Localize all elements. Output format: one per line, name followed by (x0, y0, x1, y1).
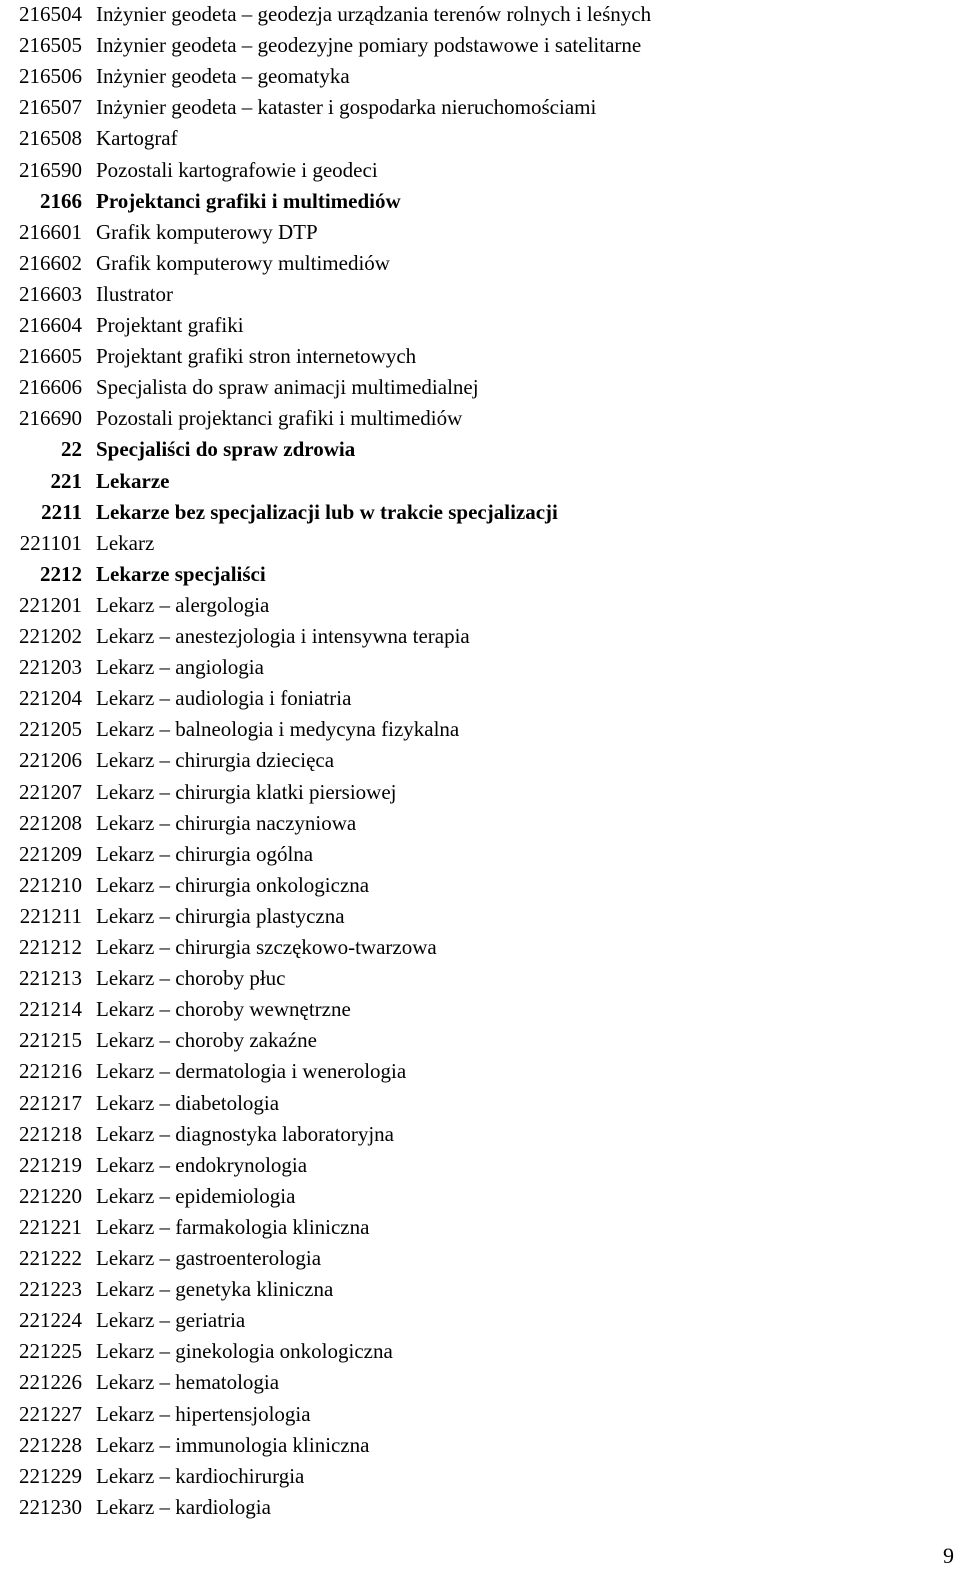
occupation-row (0, 30, 960, 61)
occupation-row (0, 683, 960, 714)
occupation-label: Inżynier geodeta – geodezja urządzania terenów rolnych i leśnych (96, 2, 652, 26)
occupation-label: Lekarz – hipertensjologia (96, 1401, 311, 1426)
occupation-code: 221220 (19, 1183, 82, 1208)
occupation-code: 221205 (19, 717, 82, 742)
occupation-code: 216590 (19, 157, 82, 182)
occupation-code: 221230 (19, 1494, 82, 1519)
occupation-row (0, 1336, 960, 1367)
occupation-row (0, 963, 960, 994)
occupation-code: 221228 (19, 1432, 82, 1457)
occupation-label: Specjalista do spraw animacji multimedialnej (96, 375, 479, 400)
occupation-label: Lekarz – choroby płuc (96, 966, 286, 991)
occupation-code: 216605 (19, 344, 82, 369)
occupation-code: 216505 (19, 33, 82, 58)
occupation-label: Lekarz – chirurgia naczyniowa (96, 810, 357, 835)
occupation-label: Lekarz – chirurgia szczękowo-twarzowa (96, 935, 437, 959)
occupation-code: 221223 (19, 1277, 82, 1302)
occupation-code: 221 (50, 468, 82, 493)
occupation-code: 216602 (19, 250, 82, 275)
occupation-row (0, 652, 960, 683)
occupation-label: Pozostali projektanci grafiki i multimediów (96, 406, 463, 431)
occupation-label: Lekarze specjaliści (96, 561, 266, 586)
occupation-label: Inżynier geodeta – kataster i gospodarka nieruchomościami (96, 95, 597, 120)
occupation-label: Lekarz – chirurgia plastyczna (96, 903, 345, 928)
occupation-code: 216604 (19, 313, 82, 337)
occupation-row (0, 61, 960, 92)
occupation-code: 221215 (19, 1028, 82, 1053)
occupation-code: 221209 (19, 841, 82, 866)
occupation-label: Grafik komputerowy multimediów (96, 250, 390, 275)
occupation-code: 221212 (19, 935, 82, 959)
occupation-code: 221203 (19, 655, 82, 680)
occupation-code: 216506 (19, 64, 82, 89)
occupation-code: 216508 (19, 126, 82, 151)
occupation-label: Pozostali kartografowie i geodeci (96, 157, 378, 182)
occupation-row (0, 403, 960, 434)
occupation-label: Projektant grafiki (96, 313, 244, 337)
occupation-row (0, 714, 960, 745)
occupation-code: 221222 (19, 1246, 82, 1270)
occupation-row (0, 901, 960, 932)
occupation-label: Lekarz – choroby wewnętrzne (96, 997, 351, 1022)
occupation-code: 2166 (40, 188, 82, 213)
group-heading-row (0, 466, 960, 497)
occupation-label: Grafik komputerowy DTP (96, 219, 318, 244)
occupation-label: Lekarz – ginekologia onkologiczna (96, 1339, 393, 1364)
occupation-code: 221210 (19, 872, 82, 897)
occupation-label: Lekarz – geriatria (96, 1308, 246, 1333)
group-heading-row (0, 186, 960, 217)
occupation-code: 2212 (40, 561, 82, 586)
occupation-label: Projektant grafiki stron internetowych (96, 344, 417, 369)
occupation-row (0, 1119, 960, 1150)
occupation-row (0, 932, 960, 963)
occupation-code: 216507 (19, 95, 82, 120)
occupation-row (0, 621, 960, 652)
occupation-code: 221227 (19, 1401, 82, 1426)
occupation-row (0, 1305, 960, 1336)
occupation-row (0, 341, 960, 372)
occupation-code: 221226 (19, 1370, 82, 1395)
occupation-label: Lekarz – endokrynologia (96, 1152, 308, 1177)
occupation-label: Lekarz – chirurgia dziecięca (96, 748, 335, 773)
occupation-code: 221218 (19, 1121, 82, 1146)
occupation-code: 216603 (19, 281, 82, 306)
occupation-label: Lekarz – gastroenterologia (96, 1246, 322, 1270)
occupation-row (0, 1399, 960, 1430)
occupation-code: 221217 (19, 1090, 82, 1115)
occupation-row (0, 372, 960, 403)
occupation-code: 221201 (19, 592, 82, 617)
occupation-code: 221219 (19, 1152, 82, 1177)
occupation-label: Lekarz – hematologia (96, 1370, 280, 1395)
occupation-code: 221211 (19, 903, 82, 928)
occupation-label: Lekarz – epidemiologia (96, 1183, 296, 1208)
occupation-label: Lekarz – diagnostyka laboratoryjna (96, 1121, 394, 1146)
occupation-label: Lekarz – kardiochirurgia (96, 1463, 305, 1488)
occupation-label: Lekarz – farmakologia kliniczna (96, 1214, 370, 1239)
occupation-code: 221214 (19, 997, 82, 1022)
occupation-code: 221206 (19, 748, 82, 773)
occupation-code: 221229 (19, 1463, 82, 1488)
occupation-label: Lekarze bez specjalizacji lub w trakcie specjalizacji (96, 499, 558, 524)
occupation-row (0, 217, 960, 248)
occupation-row (0, 777, 960, 808)
occupation-label: Lekarz – chirurgia onkologiczna (96, 872, 370, 897)
occupation-code: 22 (61, 437, 82, 462)
occupation-code: 221207 (19, 779, 82, 804)
occupation-label: Projektanci grafiki i multimediów (96, 188, 401, 213)
occupation-label: Lekarz – audiologia i foniatria (96, 686, 352, 711)
occupation-row (0, 279, 960, 310)
occupation-label: Lekarz – chirurgia ogólna (96, 841, 314, 866)
group-heading-row (0, 559, 960, 590)
occupation-row (0, 870, 960, 901)
occupation-code: 221202 (19, 624, 82, 648)
occupation-label: Lekarz – genetyka kliniczna (96, 1277, 334, 1302)
occupation-label: Lekarz – alergologia (96, 592, 270, 617)
occupation-label: Lekarz (96, 530, 155, 555)
occupation-row (0, 1181, 960, 1212)
occupation-row (0, 123, 960, 154)
occupation-row (0, 1243, 960, 1274)
group-heading-row (0, 497, 960, 528)
occupation-row (0, 839, 960, 870)
occupation-row (0, 590, 960, 621)
occupation-label: Lekarz – balneologia i medycyna fizykalna (96, 717, 460, 742)
occupation-label: Ilustrator (96, 281, 173, 306)
occupation-label: Lekarz – dermatologia i wenerologia (96, 1059, 407, 1084)
occupation-label: Lekarz – kardiologia (96, 1494, 271, 1519)
occupation-row (0, 1056, 960, 1087)
occupation-row (0, 745, 960, 776)
occupation-label: Inżynier geodeta – geodezyjne pomiary podstawowe i satelitarne (96, 33, 642, 58)
group-heading-row (0, 434, 960, 465)
occupation-row (0, 1274, 960, 1305)
occupation-label: Lekarz – anestezjologia i intensywna terapia (96, 624, 470, 648)
occupation-label: Lekarz – chirurgia klatki piersiowej (96, 779, 397, 804)
occupation-row (0, 1025, 960, 1056)
occupation-row (0, 92, 960, 123)
occupation-row (0, 1212, 960, 1243)
occupation-label: Lekarz – immunologia kliniczna (96, 1432, 370, 1457)
occupation-row (0, 1088, 960, 1119)
occupation-code: 221213 (19, 966, 82, 991)
occupation-code: 216606 (19, 375, 82, 400)
occupation-code: 221204 (19, 686, 82, 711)
occupation-code: 221208 (19, 810, 82, 835)
occupation-row (0, 155, 960, 186)
occupation-row (0, 994, 960, 1025)
occupation-code: 221221 (19, 1214, 82, 1239)
occupation-label: Lekarze (96, 468, 170, 493)
occupation-row (0, 528, 960, 559)
occupation-code: 216690 (19, 406, 82, 431)
occupation-row (0, 1150, 960, 1181)
occupation-row (0, 1430, 960, 1461)
occupation-label: Inżynier geodeta – geomatyka (96, 64, 350, 89)
occupation-code: 221224 (19, 1308, 82, 1333)
occupation-code: 216601 (19, 219, 82, 244)
occupation-label: Lekarz – choroby zakaźne (96, 1028, 317, 1053)
occupation-row (0, 808, 960, 839)
occupation-code: 216504 (19, 2, 82, 26)
occupation-label: Lekarz – angiologia (96, 655, 264, 680)
occupation-row (0, 1461, 960, 1492)
occupation-row (0, 248, 960, 279)
occupation-code: 221101 (19, 530, 82, 555)
occupation-code: 221216 (19, 1059, 82, 1084)
occupation-row (0, 1492, 960, 1523)
page-number: 9 (943, 1543, 954, 1568)
occupation-label: Lekarz – diabetologia (96, 1090, 280, 1115)
occupation-label: Specjaliści do spraw zdrowia (96, 437, 356, 462)
occupation-code: 221225 (19, 1339, 82, 1364)
occupation-row (0, 310, 960, 341)
occupation-label: Kartograf (96, 126, 178, 151)
occupation-code: 2211 (41, 499, 82, 524)
occupation-row (0, 0, 960, 30)
occupation-row (0, 1367, 960, 1398)
